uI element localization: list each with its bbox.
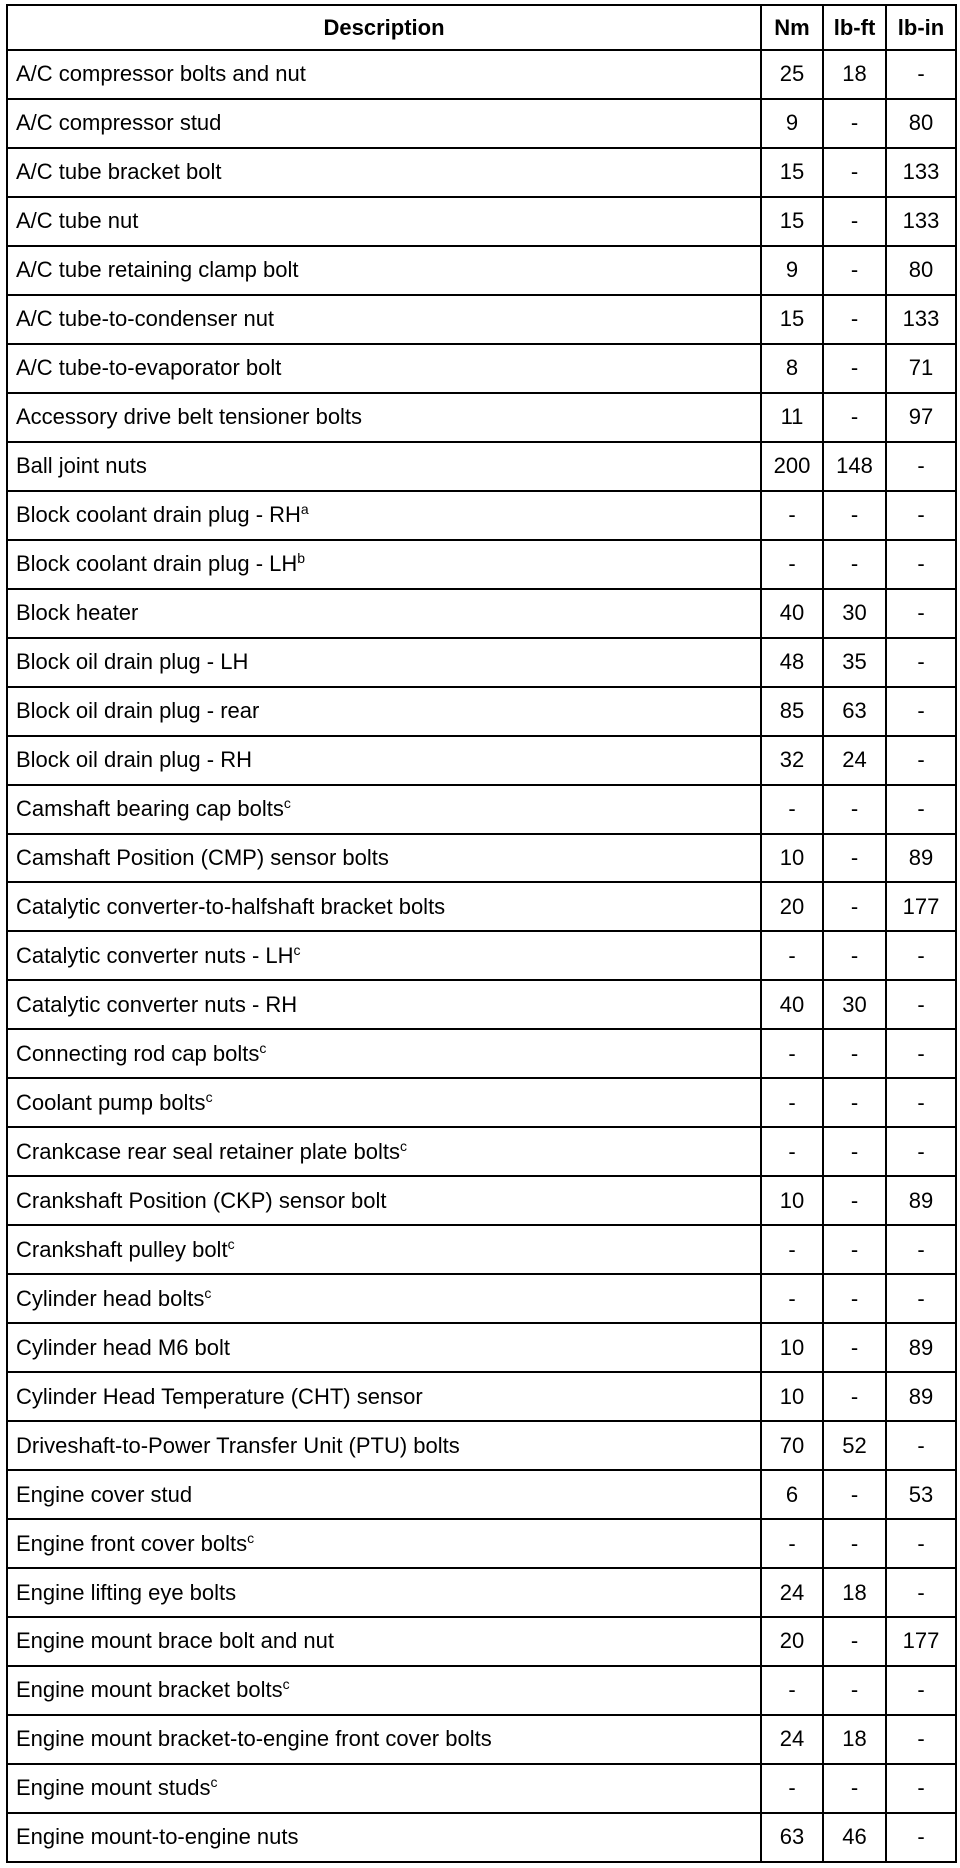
description-text: Engine front cover bolts — [16, 1530, 248, 1556]
description-text: Cylinder head bolts — [16, 1285, 205, 1311]
cell-lb-in: - — [886, 1225, 956, 1274]
cell-lb-ft: - — [823, 540, 886, 589]
description-text: Block oil drain plug - rear — [16, 698, 260, 724]
footnote-marker: c — [259, 1039, 267, 1056]
cell-description — [7, 491, 761, 540]
cell-description — [7, 1764, 761, 1813]
description-text: Catalytic converter nuts - LH — [16, 942, 294, 968]
cell-lb-ft: - — [823, 99, 886, 148]
cell-lb-ft: - — [823, 148, 886, 197]
cell-lb-ft: - — [823, 393, 886, 442]
table-row — [7, 148, 956, 197]
cell-description — [7, 687, 761, 736]
cell-nm: 40 — [761, 589, 823, 638]
table-row — [7, 1323, 956, 1372]
cell-lb-in: - — [886, 931, 956, 980]
cell-description — [7, 197, 761, 246]
cell-description — [7, 99, 761, 148]
table-row — [7, 1372, 956, 1421]
description-text: Cylinder Head Temperature (CHT) sensor — [16, 1383, 423, 1409]
footnote-marker: c — [205, 1088, 213, 1105]
cell-nm: 9 — [761, 246, 823, 295]
cell-nm: - — [761, 1519, 823, 1568]
cell-description — [7, 1225, 761, 1274]
cell-lb-in: - — [886, 1274, 956, 1323]
table-row — [7, 50, 956, 99]
cell-nm: 9 — [761, 99, 823, 148]
cell-lb-in: 80 — [886, 246, 956, 295]
cell-nm: 24 — [761, 1568, 823, 1617]
description-text: Engine mount studs — [16, 1775, 211, 1801]
description-text: Camshaft bearing cap bolts — [16, 796, 284, 822]
cell-nm: - — [761, 1274, 823, 1323]
footnote-marker: b — [297, 550, 306, 567]
cell-nm: 63 — [761, 1813, 823, 1862]
table-row — [7, 1421, 956, 1470]
cell-description — [7, 1323, 761, 1372]
description-text: Accessory drive belt tensioner bolts — [16, 404, 363, 430]
description-text: Coolant pump bolts — [16, 1089, 206, 1115]
cell-nm: - — [761, 540, 823, 589]
cell-lb-in: 89 — [886, 834, 956, 883]
header-lb-ft: lb-ft — [823, 5, 886, 50]
cell-description — [7, 344, 761, 393]
description-text: Engine mount bracket bolts — [16, 1677, 283, 1703]
cell-lb-ft: - — [823, 1764, 886, 1813]
table-row — [7, 344, 956, 393]
cell-nm: 20 — [761, 882, 823, 931]
cell-nm: 10 — [761, 1323, 823, 1372]
cell-description — [7, 1421, 761, 1470]
cell-lb-in: - — [886, 687, 956, 736]
cell-description — [7, 1715, 761, 1764]
table-row — [7, 246, 956, 295]
description-text: Catalytic converter-to-halfshaft bracket bolts — [16, 893, 446, 919]
cell-nm: 15 — [761, 197, 823, 246]
cell-lb-in: - — [886, 491, 956, 540]
cell-nm: 85 — [761, 687, 823, 736]
description-text: A/C tube retaining clamp bolt — [16, 257, 299, 283]
table-row — [7, 1176, 956, 1225]
cell-description — [7, 246, 761, 295]
table-row — [7, 442, 956, 491]
cell-lb-ft: 18 — [823, 50, 886, 99]
table-row — [7, 540, 956, 589]
description-text: Engine mount-to-engine nuts — [16, 1824, 299, 1850]
table-row — [7, 1127, 956, 1176]
cell-lb-ft: 148 — [823, 442, 886, 491]
footnote-marker: c — [210, 1774, 218, 1791]
description-text: A/C tube-to-condenser nut — [16, 306, 275, 332]
cell-lb-ft: - — [823, 882, 886, 931]
cell-description — [7, 50, 761, 99]
cell-lb-in: - — [886, 980, 956, 1029]
cell-description — [7, 834, 761, 883]
table-row — [7, 1568, 956, 1617]
cell-lb-ft: 18 — [823, 1715, 886, 1764]
table-row — [7, 589, 956, 638]
cell-lb-in: - — [886, 1519, 956, 1568]
cell-nm: 8 — [761, 344, 823, 393]
cell-description — [7, 1617, 761, 1666]
cell-lb-ft: - — [823, 1127, 886, 1176]
cell-lb-in: 89 — [886, 1176, 956, 1225]
cell-lb-ft: - — [823, 1323, 886, 1372]
cell-lb-in: 97 — [886, 393, 956, 442]
cell-lb-ft: - — [823, 931, 886, 980]
cell-lb-ft: - — [823, 785, 886, 834]
cell-lb-in: 71 — [886, 344, 956, 393]
cell-lb-in: - — [886, 50, 956, 99]
cell-nm: 24 — [761, 1715, 823, 1764]
header-description: Description — [7, 5, 761, 50]
cell-description — [7, 295, 761, 344]
footnote-marker: c — [204, 1284, 212, 1301]
cell-lb-in: - — [886, 1421, 956, 1470]
cell-lb-ft: 63 — [823, 687, 886, 736]
description-text: Driveshaft-to-Power Transfer Unit (PTU) bolts — [16, 1432, 460, 1458]
description-text: Ball joint nuts — [16, 453, 147, 479]
table-row — [7, 1617, 956, 1666]
table-row — [7, 980, 956, 1029]
description-text: Engine mount bracket-to-engine front cover bolts — [16, 1726, 492, 1752]
cell-description — [7, 931, 761, 980]
cell-lb-in: - — [886, 1764, 956, 1813]
footnote-marker: c — [282, 1676, 290, 1693]
cell-nm: - — [761, 491, 823, 540]
cell-lb-ft: - — [823, 1225, 886, 1274]
cell-nm: 25 — [761, 50, 823, 99]
footnote-marker: c — [293, 941, 301, 958]
cell-nm: - — [761, 785, 823, 834]
description-text: Connecting rod cap bolts — [16, 1040, 260, 1066]
table-row — [7, 638, 956, 687]
cell-lb-in: - — [886, 442, 956, 491]
description-text: Block oil drain plug - RH — [16, 747, 252, 773]
cell-nm: - — [761, 1127, 823, 1176]
description-text: Block oil drain plug - LH — [16, 649, 249, 675]
cell-description — [7, 1470, 761, 1519]
cell-description — [7, 882, 761, 931]
cell-description — [7, 1029, 761, 1078]
cell-lb-in: - — [886, 638, 956, 687]
cell-description — [7, 148, 761, 197]
cell-nm: 20 — [761, 1617, 823, 1666]
table-row — [7, 1078, 956, 1127]
cell-nm: 200 — [761, 442, 823, 491]
cell-lb-ft: - — [823, 344, 886, 393]
cell-description — [7, 736, 761, 785]
cell-lb-in: - — [886, 785, 956, 834]
table-row — [7, 1225, 956, 1274]
footnote-marker: c — [399, 1137, 407, 1154]
cell-nm: 10 — [761, 1176, 823, 1225]
cell-lb-ft: - — [823, 1274, 886, 1323]
cell-description — [7, 785, 761, 834]
description-text: Camshaft Position (CMP) sensor bolts — [16, 844, 389, 870]
table-row — [7, 1029, 956, 1078]
description-text: Engine mount brace bolt and nut — [16, 1628, 335, 1654]
cell-lb-in: 89 — [886, 1372, 956, 1421]
description-text: Crankshaft pulley bolt — [16, 1236, 228, 1262]
table-row — [7, 785, 956, 834]
cell-lb-in: - — [886, 1715, 956, 1764]
description-text: Cylinder head M6 bolt — [16, 1334, 231, 1360]
cell-description — [7, 442, 761, 491]
cell-nm: 10 — [761, 1372, 823, 1421]
description-text: Block coolant drain plug - LH — [16, 551, 298, 577]
cell-lb-ft: - — [823, 491, 886, 540]
cell-nm: - — [761, 1666, 823, 1715]
cell-lb-in: - — [886, 736, 956, 785]
cell-description — [7, 1666, 761, 1715]
cell-description — [7, 1372, 761, 1421]
description-text: Engine lifting eye bolts — [16, 1579, 237, 1605]
cell-description — [7, 1568, 761, 1617]
cell-description — [7, 393, 761, 442]
cell-nm: 11 — [761, 393, 823, 442]
cell-lb-in: - — [886, 1029, 956, 1078]
cell-lb-in: - — [886, 1568, 956, 1617]
cell-lb-in: - — [886, 1127, 956, 1176]
table-row — [7, 931, 956, 980]
cell-nm: - — [761, 1764, 823, 1813]
cell-nm: - — [761, 1078, 823, 1127]
table-row — [7, 736, 956, 785]
table-row — [7, 99, 956, 148]
cell-lb-in: 133 — [886, 197, 956, 246]
cell-nm: 15 — [761, 148, 823, 197]
cell-description — [7, 540, 761, 589]
cell-nm: - — [761, 1029, 823, 1078]
table-row — [7, 393, 956, 442]
description-text: Catalytic converter nuts - RH — [16, 991, 298, 1017]
cell-lb-in: - — [886, 540, 956, 589]
footnote-marker: c — [227, 1235, 235, 1252]
cell-description — [7, 1078, 761, 1127]
description-text: A/C tube nut — [16, 208, 139, 234]
cell-nm: 48 — [761, 638, 823, 687]
cell-lb-ft: - — [823, 1666, 886, 1715]
cell-lb-in: - — [886, 1666, 956, 1715]
cell-lb-in: 177 — [886, 1617, 956, 1666]
table-header-row — [7, 5, 956, 50]
footnote-marker: c — [247, 1529, 255, 1546]
description-text: A/C compressor bolts and nut — [16, 61, 306, 87]
table-row — [7, 1666, 956, 1715]
cell-lb-in: - — [886, 1813, 956, 1862]
description-text: A/C compressor stud — [16, 110, 222, 136]
table-row — [7, 687, 956, 736]
table-row — [7, 295, 956, 344]
cell-lb-ft: - — [823, 1078, 886, 1127]
cell-description — [7, 589, 761, 638]
description-text: Crankshaft Position (CKP) sensor bolt — [16, 1187, 387, 1213]
cell-nm: 32 — [761, 736, 823, 785]
cell-nm: 70 — [761, 1421, 823, 1470]
cell-description — [7, 638, 761, 687]
cell-nm: 10 — [761, 834, 823, 883]
cell-description — [7, 980, 761, 1029]
cell-lb-ft: - — [823, 1372, 886, 1421]
header-nm: Nm — [761, 5, 823, 50]
table-row — [7, 1813, 956, 1862]
table-body — [7, 50, 956, 1862]
cell-lb-ft: - — [823, 295, 886, 344]
cell-lb-in: 89 — [886, 1323, 956, 1372]
cell-lb-ft: - — [823, 1617, 886, 1666]
cell-lb-ft: - — [823, 1029, 886, 1078]
cell-lb-ft: - — [823, 197, 886, 246]
cell-lb-ft: 52 — [823, 1421, 886, 1470]
cell-lb-ft: - — [823, 1519, 886, 1568]
footnote-marker: c — [283, 795, 291, 812]
cell-lb-in: 53 — [886, 1470, 956, 1519]
table-row — [7, 834, 956, 883]
cell-lb-ft: 30 — [823, 589, 886, 638]
cell-description — [7, 1813, 761, 1862]
description-text: Crankcase rear seal retainer plate bolts — [16, 1138, 400, 1164]
cell-lb-ft: - — [823, 246, 886, 295]
cell-nm: - — [761, 931, 823, 980]
description-text: A/C tube-to-evaporator bolt — [16, 355, 282, 381]
header-lb-in: lb-in — [886, 5, 956, 50]
cell-lb-ft: 30 — [823, 980, 886, 1029]
cell-description — [7, 1176, 761, 1225]
cell-lb-ft: 24 — [823, 736, 886, 785]
table-row — [7, 1470, 956, 1519]
table-row — [7, 1764, 956, 1813]
cell-lb-in: - — [886, 589, 956, 638]
cell-lb-ft: 18 — [823, 1568, 886, 1617]
cell-lb-ft: - — [823, 1176, 886, 1225]
table-row — [7, 197, 956, 246]
table-row — [7, 1715, 956, 1764]
cell-lb-ft: 35 — [823, 638, 886, 687]
table-row — [7, 1519, 956, 1568]
cell-lb-in: 80 — [886, 99, 956, 148]
table-row — [7, 1274, 956, 1323]
footnote-marker: a — [300, 501, 309, 518]
cell-nm: 6 — [761, 1470, 823, 1519]
cell-lb-in: - — [886, 1078, 956, 1127]
table-row — [7, 491, 956, 540]
cell-description — [7, 1274, 761, 1323]
cell-lb-in: 177 — [886, 882, 956, 931]
cell-lb-ft: - — [823, 1470, 886, 1519]
cell-lb-ft: 46 — [823, 1813, 886, 1862]
cell-description — [7, 1127, 761, 1176]
cell-lb-in: 133 — [886, 148, 956, 197]
description-text: Engine cover stud — [16, 1481, 193, 1507]
torque-spec-table — [6, 4, 957, 1863]
cell-lb-in: 133 — [886, 295, 956, 344]
cell-nm: 40 — [761, 980, 823, 1029]
cell-description — [7, 1519, 761, 1568]
description-text: A/C tube bracket bolt — [16, 159, 222, 185]
table-row — [7, 882, 956, 931]
cell-nm: 15 — [761, 295, 823, 344]
cell-nm: - — [761, 1225, 823, 1274]
cell-lb-ft: - — [823, 834, 886, 883]
description-text: Block heater — [16, 600, 139, 626]
description-text: Block coolant drain plug - RH — [16, 502, 301, 528]
